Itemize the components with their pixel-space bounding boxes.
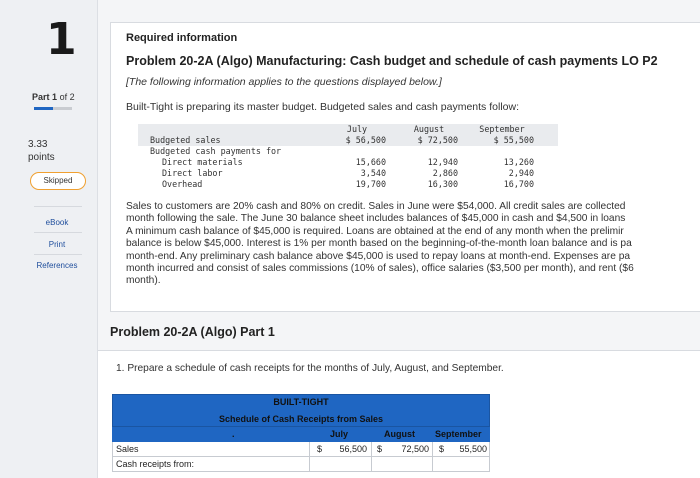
budget-row-label: Budgeted cash payments for bbox=[150, 146, 282, 156]
question-number: 1 bbox=[46, 14, 77, 65]
budget-cell: $ 56,500 bbox=[345, 135, 386, 145]
schedule-row-label: Cash receipts from: bbox=[116, 459, 195, 469]
part1-title: Problem 20-2A (Algo) Part 1 bbox=[110, 325, 275, 339]
cell-divider bbox=[432, 442, 433, 456]
schedule-cell-sym: $ bbox=[317, 444, 323, 454]
cell-divider bbox=[309, 442, 310, 456]
main-content bbox=[98, 0, 700, 478]
budget-cell: 13,260 bbox=[503, 157, 534, 167]
schedule-cell-value[interactable]: 55,500 bbox=[459, 444, 487, 454]
sidebar-divider bbox=[34, 254, 82, 255]
budget-cell: 12,940 bbox=[427, 157, 458, 167]
references-link[interactable]: References bbox=[36, 261, 78, 270]
description-line: month incurred and consist of sales commissions (10% of sales), office salaries ($3,500 per month), and rent ($6 bbox=[126, 263, 634, 275]
budget-row-label: Budgeted sales bbox=[150, 135, 221, 145]
schedule-row-cash-receipts bbox=[112, 457, 490, 472]
part-progress-fill bbox=[34, 107, 53, 110]
description-line: Sales to customers are 20% cash and 80% on credit. Sales in June were $54,000. All credit sales are collected bbox=[126, 201, 626, 212]
description-line: month-end. Any preliminary cash balance above $45,000 is used to repay loans at month-end. Expenses are pa bbox=[126, 250, 631, 262]
budget-cell: 16,300 bbox=[427, 179, 458, 189]
cell-divider bbox=[371, 442, 372, 456]
problem-description bbox=[126, 201, 700, 288]
schedule-col-september: September bbox=[435, 429, 482, 439]
budget-cell: $ 55,500 bbox=[493, 135, 534, 145]
intro-text: Built-Tight is preparing its master budget. Budgeted sales and cash payments follow: bbox=[126, 101, 519, 113]
required-info-title: Required information bbox=[126, 32, 238, 44]
question-sidebar bbox=[0, 0, 98, 478]
budget-col-september: September bbox=[479, 124, 525, 134]
points-value: 3.33 bbox=[28, 139, 48, 150]
description-line: A minimum cash balance of $45,000 is required. Loans are obtained at the end of any month when the prelimir bbox=[126, 225, 624, 237]
schedule-column-header bbox=[112, 427, 490, 442]
problem-title: Problem 20-2A (Algo) Manufacturing: Cash budget and schedule of cash payments LO P2 bbox=[126, 54, 658, 68]
part-current: 1 bbox=[52, 92, 58, 102]
budget-row-label: Direct labor bbox=[162, 168, 223, 178]
schedule-row-label: Sales bbox=[116, 444, 139, 454]
budget-cell: 19,700 bbox=[355, 179, 386, 189]
budget-table bbox=[138, 124, 558, 190]
cell-divider bbox=[371, 457, 372, 471]
budget-row-label: Overhead bbox=[162, 179, 203, 189]
budget-row bbox=[138, 179, 558, 190]
points-display bbox=[28, 138, 55, 164]
budget-cell: 2,860 bbox=[432, 168, 458, 178]
schedule-header-dot: . bbox=[232, 429, 235, 439]
part-progress-bar bbox=[34, 107, 72, 110]
budget-row-label: Direct materials bbox=[162, 157, 243, 167]
cell-divider bbox=[309, 457, 310, 471]
schedule-cell-sym: $ bbox=[439, 444, 445, 454]
description-line: month following the sale. The June 30 balance sheet includes balances of $45,000 in cash and $4,500 in loans bbox=[126, 213, 626, 225]
sidebar-divider bbox=[34, 206, 82, 207]
budget-row bbox=[138, 135, 558, 146]
part-prefix: Part bbox=[32, 92, 50, 102]
budget-row bbox=[138, 157, 558, 168]
schedule-col-july: July bbox=[330, 429, 349, 439]
description-line: month). bbox=[126, 275, 161, 287]
ebook-link[interactable]: eBook bbox=[45, 218, 69, 227]
budget-cell: 16,700 bbox=[503, 179, 534, 189]
part1-instruction: 1. Prepare a schedule of cash receipts for the months of July, August, and September. bbox=[116, 363, 504, 374]
schedule-row-sales bbox=[112, 442, 490, 457]
status-badge: Skipped bbox=[30, 172, 86, 190]
schedule-col-august: August bbox=[384, 429, 415, 439]
schedule-title: Schedule of Cash Receipts from Sales bbox=[218, 414, 384, 424]
part-indicator bbox=[32, 92, 75, 102]
budget-cell: 3,540 bbox=[360, 168, 386, 178]
budget-col-july: July bbox=[346, 124, 368, 134]
part-of: of 2 bbox=[59, 92, 75, 102]
print-link[interactable]: Print bbox=[48, 240, 66, 249]
budget-cell: 2,940 bbox=[508, 168, 534, 178]
budget-cell: $ 72,500 bbox=[417, 135, 458, 145]
budget-row bbox=[138, 146, 558, 157]
schedule-cell-sym: $ bbox=[377, 444, 383, 454]
budget-header-row bbox=[138, 124, 558, 135]
info-note: [The following information applies to the questions displayed below.] bbox=[126, 76, 442, 88]
budget-row bbox=[138, 168, 558, 179]
budget-col-august: August bbox=[413, 124, 445, 134]
schedule-cell-value[interactable]: 56,500 bbox=[339, 444, 367, 454]
points-label: points bbox=[28, 152, 55, 163]
schedule-cell-value[interactable]: 72,500 bbox=[401, 444, 429, 454]
cell-divider bbox=[432, 457, 433, 471]
schedule-company: BUILT-TIGHT bbox=[273, 397, 329, 407]
sidebar-divider bbox=[34, 232, 82, 233]
budget-cell: 15,660 bbox=[355, 157, 386, 167]
description-line: balance is below $45,000. Interest is 1% per month based on the beginning-of-the-month loan balance and is pa bbox=[126, 238, 632, 250]
